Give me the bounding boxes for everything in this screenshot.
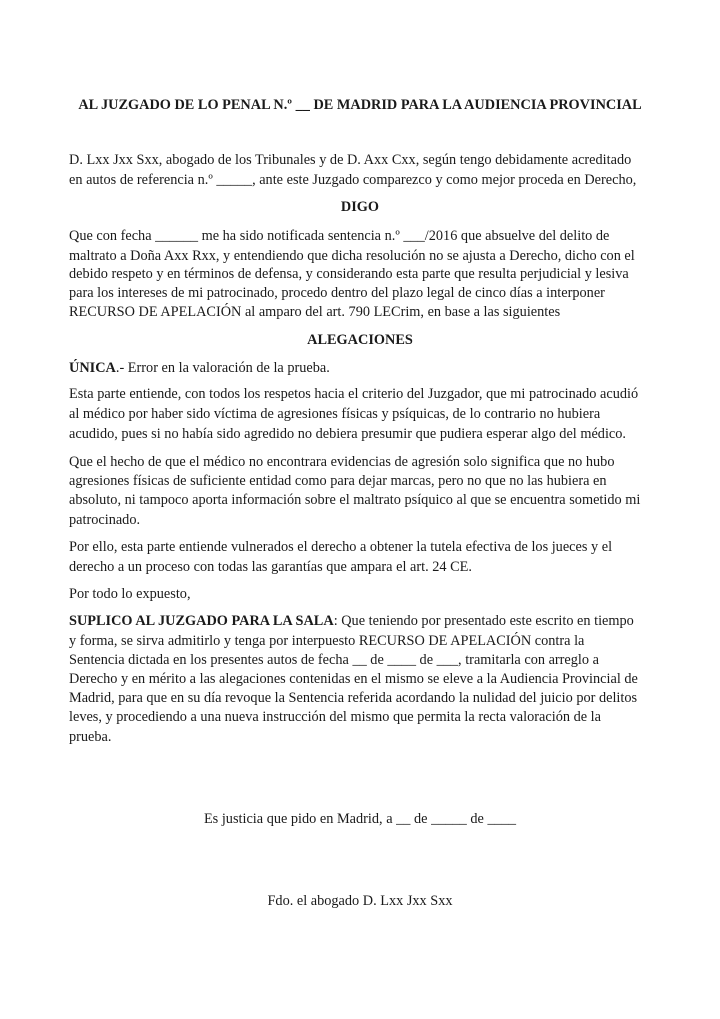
digo-line: RECURSO DE APELACIÓN al amparo del art. 790 LECrim, en base a las siguientes — [69, 304, 561, 320]
paragraph-line: absoluto, ni tampoco aporta información sobre el maltrato psíquico al que se encuentra sometido mi — [69, 492, 641, 508]
suplico-line: Madrid, para que en su día revoque la Sentencia referida acordando la nulidad del juicio por delitos — [69, 690, 638, 706]
paragraph-line: agresiones físicas de suficiente entidad como para dejar marcas, pero no que no las hubiera en — [69, 473, 607, 489]
por-todo-line: Por todo lo expuesto, — [69, 586, 191, 602]
heading-alegaciones: ALEGACIONES — [307, 332, 413, 348]
unica-label: ÚNICA — [69, 360, 116, 376]
unica-text: .- Error en la valoración de la prueba. — [115, 360, 330, 376]
suplico-label: SUPLICO AL JUZGADO PARA LA SALA — [69, 613, 334, 629]
intro-line: en autos de referencia n.º _____, ante este Juzgado comparezco y como mejor proceda en Derecho, — [69, 172, 637, 188]
suplico-line: Derecho y en mérito a las alegaciones contenidas en el mismo se eleve a la Audiencia Provincial de — [69, 671, 638, 687]
digo-line: para los intereses de mi patrocinado, procedo dentro del plazo legal de cinco días a interponer — [69, 285, 605, 301]
paragraph-line: Por ello, esta parte entiende vulnerados el derecho a obtener la tutela efectiva de los jueces y el — [69, 539, 613, 555]
closing-line: Es justicia que pido en Madrid, a __ de _____ de ____ — [203, 811, 517, 827]
digo-line: Que con fecha ______ me ha sido notificada sentencia n.º ___/2016 que absuelve del delito de — [69, 228, 610, 244]
heading-digo: DIGO — [340, 199, 380, 215]
suplico-first-line — [69, 611, 634, 631]
digo-line: debido respeto y en términos de defensa, y considerando esta parte que resulta perjudicial y lesiva — [69, 266, 629, 282]
signature-line: Fdo. el abogado D. Lxx Jxx Sxx — [267, 893, 453, 909]
suplico-text: : Que teniendo por presentado este escrito en tiempo — [333, 613, 634, 629]
unica-paragraph — [69, 358, 330, 378]
suplico-line: Sentencia dictada en los presentes autos de fecha __ de ____ de ___, tramitarla con arreglo a — [69, 652, 599, 668]
paragraph-line: acudido, pues si no había sido agredido no debiera presumir que pudiera esperar algo del médico. — [69, 426, 626, 442]
intro-line: D. Lxx Jxx Sxx, abogado de los Tribunales y de D. Axx Cxx, según tengo debidamente acreditado — [69, 152, 632, 168]
paragraph-line: Que el hecho de que el médico no encontrara evidencias de agresión solo significa que no hubo — [69, 454, 615, 470]
suplico-line: leves, y procediendo a una nueva instrucción del mismo que permita la recta valoración de la — [69, 709, 601, 725]
paragraph-line: Esta parte entiende, con todos los respetos hacia el criterio del Juzgador, que mi patrocinado acudió — [69, 386, 639, 402]
suplico-line: y forma, se sirva admitirlo y tenga por interpuesto RECURSO DE APELACIÓN contra la — [69, 633, 585, 649]
paragraph-line: al médico por haber sido víctima de agresiones físicas y psíquicas, de lo contrario no hubiera — [69, 406, 601, 422]
digo-line: maltrato a Doña Axx Rxx, y entendiendo que dicha resolución no se ajusta a Derecho, dicho con el — [69, 248, 635, 264]
paragraph-line: patrocinado. — [69, 512, 141, 528]
suplico-line: prueba. — [69, 729, 112, 745]
paragraph-line: derecho a un proceso con todas las garantías que ampara el art. 24 CE. — [69, 559, 472, 575]
document-title: AL JUZGADO DE LO PENAL N.º __ DE MADRID PARA LA AUDIENCIA PROVINCIAL — [78, 97, 642, 113]
